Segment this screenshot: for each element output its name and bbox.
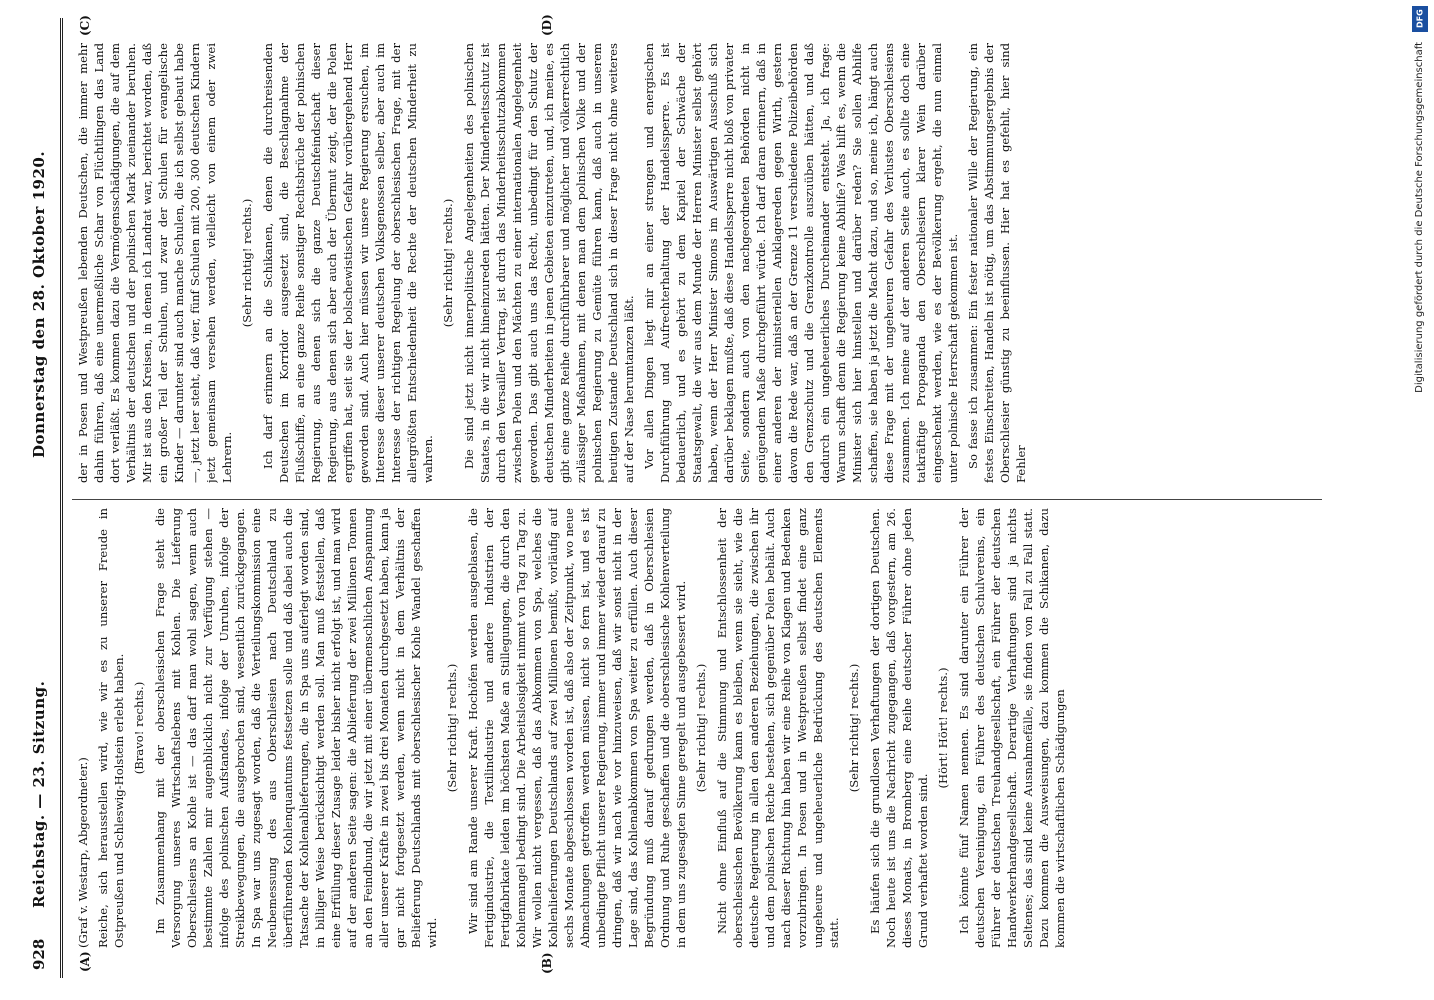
digitization-sidebar: [1412, 6, 1430, 766]
document-page: [20, 14, 1370, 978]
paragraph: Ich darf erinnern an die Schikanen, denen die durchreisenden Deutschen im Korridor ausgesetzt sind, die Beschlagnahme der Flußschiffe, an eine ganze Reihe sonstiger Rechtsbrüche der polnischen Regierung, aus denen sich die ganze Deutschfeindschaft dieser Regierung, aus denen sich aber auch der Übermut zeigt, der die Polen ergriffen hat, seit sie der bolschewistischen Gefahr vorübergehend Herr geworden sind. Auch hier müssen wir unsere Regierung ersuchen, im Interesse dieser unserer deutschen Volksgenossen selber, aber auch im Interesse der richtigen Regelung der oberschlesischen Frage, mit der allergrößten Entschiedenheit die Rechte der deutschen Minderheit zu wahren.: [261, 43, 435, 483]
paragraph: Ich könnte fünf Namen nennen. Es sind darunter ein Führer der deutschen Vereinigung, ein Führer des deutschen Schulvereins, ein Führer der deutschen Treuhandgesellschaft, ein Führer der deutschen Handwerkerhandgesellschaft. Derartige Verhaftungen sind ja nichts Seltenes; das sind keine Ausnahmefälle, sie finden von Fall zu Fall statt. Dazu kommen die Ausweisungen, dazu kommen die Schikanen, dazu kommen die wirtschaftlichen Schädigungen: [957, 508, 1067, 948]
margin-marker-d: (D): [540, 14, 554, 36]
paragraph: Nicht ohne Einfluß auf die Stimmung und Entschlossenheit der oberschlesischen Bevölkerung kann es bleiben, wenn sie sieht, wie die deutsche Regierung in allen den anderen Beziehungen, die zwischen ihr und dem polnischen Reiche bestehen, sich gegenüber Polen behält. Auch nach dieser Richtung hin haben wir eine Reihe von Klagen und Bedenken vorzubringen. In Posen und in Westpreußen selbst findet eine ganz ungeheure und ungeheuerliche Bedrückung des deutschen Elements statt.: [715, 508, 841, 948]
paragraph: Wir sind am Rande unserer Kraft. Hochöfen werden ausgeblasen, die Fertigindustrie, die Textilindustrie und andere Industrien der Fertigfabrikate leiden im höchsten Maße an Stillegungen, die durch den Kohlenmangel bedingt sind. Die Arbeitslosigkeit nimmt von Tag zu Tag zu. Wir wollen nicht vergessen, daß das Abkommen von Spa, welches die Kohlenlieferungen Deutschlands auf zwei Millionen bemißt, vorläufig auf sechs Monate abgeschlossen worden ist, daß also der Zeitpunkt, wo neue Abmachungen getroffen werden müssen, nicht so fern ist, und es ist unbedingte Pflicht unserer Regierung, immer und immer wieder darauf zu dringen, daß wir nach wie vor hinzuweisen, daß wir sonst nicht in der Lage sind, das Kohlenabkommen von Spa weiter zu erfüllen. Auch dieser Begründung muß darauf gedrungen werden, daß in Oberschlesien Ordnung und Ruhe geschaffen und die oberschlesische Kohlenverteilung in dem uns zugesagten Sinne geregelt und ausgebessert wird.: [466, 508, 688, 948]
page-number: 928: [30, 938, 48, 970]
session-date: Donnerstag den 28. Oktober 1920.: [30, 150, 48, 458]
right-text-column: [75, 43, 1315, 483]
paragraph: Im Zusammenhang mit der oberschlesischen Frage steht die Versorgung unseres Wirtschaftslebens mit Kohlen. Die Lieferung Oberschlesiens an Kohle ist — das darf man wohl sagen, wenn auch bestimmte Zahlen mir augenblicklich nicht zur Verfügung stehen — infolge des polnischen Aufstandes, infolge der Unruhen, infolge der Streikbewegungen, die ausgebrochen sind, wesentlich zurückgegangen. In Spa war uns zugesagt worden, daß die Verteilungskommission eine Neubemessung des aus Oberschlesien nach Deutschland zu überführenden Kohlenquantums festsetzen solle und daß dabei auch die Tatsache der Kohlenablieferungen, die in Spa uns auferlegt worden sind, in billiger Weise berücksichtigt werden soll. Man muß feststellen, daß eine Erfüllung dieser Zusage leider bisher nicht erfolgt ist, und man wird auf der anderen Seite sagen: die Ablieferung der zwei Millionen Tonnen an den Feindbund, die wir jetzt mit einer übermenschlichen Anspannung aller unserer Kräfte in zwei bis drei Monaten durchgesetzt haben, kann ja gar nicht fortgesetzt werden, wenn nicht in dem Verhältnis der Belieferung Deutschlands mit oberschlesischer Kohle Wandel geschaffen wird.: [153, 508, 439, 948]
dfg-logo: DFG: [1412, 6, 1428, 32]
session-title: Reichstag. — 23. Sitzung.: [30, 680, 48, 908]
interjection: (Sehr richtig! rechts.): [240, 198, 254, 328]
left-text-column: [75, 508, 1315, 948]
page-header: [20, 18, 63, 978]
paragraph: So fasse ich zusammen: Ein fester nationaler Wille der Regierung, ein festes Einschreiten, Handeln ist nötig, um das Abstimmungsergebnis der Oberschlesier günstig zu beeinflussen. Hier hat es gefehlt, hier sind Fehler: [966, 43, 1028, 483]
paragraph: der in Posen und Westpreußen lebenden Deutschen, die immer mehr dahin führen, daß eine unermeßliche Schar von Flüchtlingen das Land dort verläßt. Es kommen dazu die Vermögensschädigungen, die auf dem Verhältnis der deutschen und der polnischen Mark zueinander beruhen. Mir ist aus den Kreisen, in denen ich Landrat war, berichtet worden, daß ein großer Teil der Schulen, und zwar der Schulen für evangelische Kinder — darunter sind auch manche Schulen, die ich selbst gebaut habe —, jetzt leer steht, daß vier, fünf Schulen mit 200, 300 deutschen Kindern jetzt gemeinsam versehen werden, vielleicht von einem oder zwei Lehrern.: [76, 43, 234, 483]
digitization-credit: Digitalisierung gefördert durch die Deutsche Forschungsgemeinschaft: [1414, 42, 1425, 393]
paragraph: Vor allen Dingen liegt mir an einer strengen und energischen Durchführung und Aufrechterhaltung der Handelssperre. Es ist bedauerlich, und es gehört zu dem Kapitel der Schwäche der Staatsgewalt, die wir aus dem Munde der Herren Minister selbst gehört haben, wenn der Herr Minister Simons im Auswärtigen Ausschuß sich darüber beklagen mußte, daß diese Handelssperre nicht bloß von privater Seite, sondern auch von den nachgeordneten Behörden nicht in genügendem Maße durchgeführt würde. Ich darf daran erinnern, daß in einer anderen der ministeriellen Anklagereden gegen Wirth, gestern davon die Rede war, daß an der Grenze 11 verschiedene Polizeibehörden den Grenzschutz und die Grenzkontrolle auszuüben hätten, und daß dadurch ein ungeheuerliches Durcheinander entsteht. Ja, ich frage: Warum schafft denn die Regierung keine Abhilfe? Was hilft es, wenn die Minister sich hier hinstellen und darüber reden? Sie sollen Abhilfe schaffen, sie haben ja jetzt die Macht dazu, und so, meine ich, hängt auch diese Frage mit der ungeheuren Gefahr des Verlustes Oberschlesiens zusammen. Ich meine auf der anderen Seite auch, es sollte doch eine tatkräftige Propaganda den Oberschlesiern klarer Wein darüber eingeschenkt werden, wie es der Bevölkerung ergeht, die nun einmal unter polnische Herrschaft gekommen ist.: [642, 43, 960, 483]
margin-marker-c: (C): [78, 15, 92, 36]
paragraph: Es häufen sich die grundlosen Verhaftungen der dortigen Deutschen. Noch heute ist uns die Nachricht zugegangen, daß vorgestern, am 26. dieses Monats, in Bromberg eine Reihe deutscher Führer ohne jeden Grund verhaftet worden sind.: [868, 508, 930, 948]
paragraph: Reiche, sich herausstellen wird, wie wir es zu unserer Freude in Ostpreußen und Schleswig-Holstein erlebt haben.: [96, 508, 126, 948]
paragraph: Die sind jetzt nicht innerpolitische Angelegenheiten des polnischen Staates, in die wir nicht hineinzureden hätten. Der Minderheitsschutz ist durch den Versailler Vertrag, ist durch das Minderheitsschutzabkommen zwischen Polen und den Mächten zu einer internationalen Angelegenheit geworden. Das gibt auch uns das Recht, unbedingt für den Schutz der deutschen Minderheiten in jenen Gebieten einzutreten, und, ich meine, es gibt eine ganze Reihe durchführbarer und möglicher und völkerrechtlich zulässiger Maßnahmen, mit denen man dem polnischen Volke und der polnischen Regierung zu Gemüte führen kann, daß auch in unserem heutigen Zustande Deutschland sich in dieser Frage nicht ohne weiteres auf der Nase herumtanzen läßt.: [462, 43, 636, 483]
interjection: (Sehr richtig! rechts.): [847, 663, 861, 793]
column-divider: [72, 499, 1322, 500]
interjection: (Sehr richtig! rechts.): [445, 663, 459, 793]
interjection: (Sehr richtig! rechts.): [441, 198, 455, 328]
margin-marker-a: (A): [78, 951, 92, 972]
paragraph: (Graf v. Westarp, Abgeordneter.): [76, 757, 90, 948]
interjection: (Sehr richtig! rechts.): [694, 663, 708, 793]
interjection: (Bravo! rechts.): [132, 681, 146, 775]
margin-marker-b: (B): [540, 952, 554, 974]
interjection: (Hört! Hört! rechts.): [936, 667, 950, 789]
